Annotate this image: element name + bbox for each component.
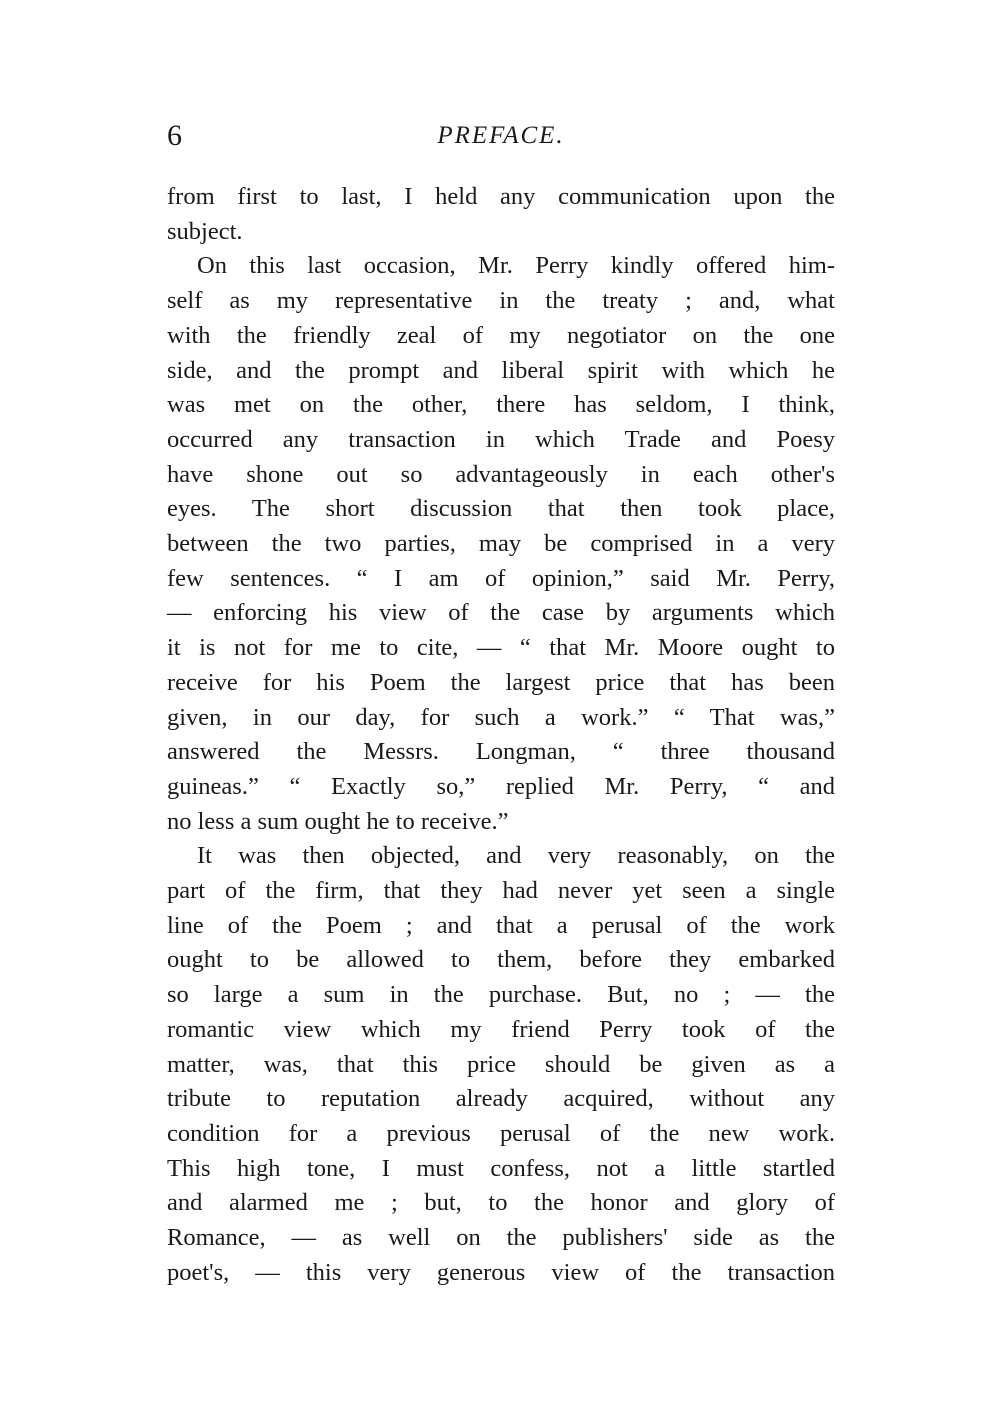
- text-line: part of the firm, that they had never yet seen a single: [167, 877, 835, 905]
- paragraph: [167, 180, 835, 249]
- text-line: no less a sum ought he to receive.”: [167, 807, 509, 835]
- text-line: It was then objected, and very reasonably, on the: [197, 842, 835, 870]
- text-line: occurred any transaction in which Trade and Poesy: [167, 425, 835, 453]
- text-line: subject.: [167, 217, 243, 245]
- text-line: self as my representative in the treaty ; and, what: [167, 287, 835, 315]
- text-line: it is not for me to cite, — “ that Mr. Moore ought to: [167, 634, 835, 662]
- text-line: with the friendly zeal of my negotiator on the one: [167, 321, 835, 349]
- text-line: side, and the prompt and liberal spirit with which he: [167, 356, 835, 384]
- text-line: — enforcing his view of the case by arguments which: [167, 599, 835, 627]
- text-line: so large a sum in the purchase. But, no ; — the: [167, 981, 835, 1009]
- text-line: and alarmed me ; but, to the honor and glory of: [167, 1189, 835, 1217]
- text-line: condition for a previous perusal of the new work.: [167, 1119, 835, 1147]
- text-line: line of the Poem ; and that a perusal of the work: [167, 911, 835, 939]
- body-text: [167, 180, 835, 1291]
- text-line: Romance, — as well on the publishers' side as the: [167, 1224, 835, 1252]
- page-header: [167, 116, 835, 160]
- text-line: guineas.” “ Exactly so,” replied Mr. Perry, “ and: [167, 772, 835, 800]
- text-line: eyes. The short discussion that then took place,: [167, 495, 835, 523]
- text-line: from first to last, I held any communication upon the: [167, 183, 835, 210]
- running-title: PREFACE.: [437, 122, 565, 149]
- page-number: 6: [167, 119, 182, 152]
- text-line: matter, was, that this price should be given as a: [167, 1050, 835, 1078]
- text-line: few sentences. “ I am of opinion,” said Mr. Perry,: [167, 564, 835, 592]
- text-line: ought to be allowed to them, before they embarked: [167, 946, 835, 974]
- text-line: tribute to reputation already acquired, without any: [167, 1085, 835, 1113]
- text-line: was met on the other, there has seldom, I think,: [167, 391, 835, 419]
- text-line: romantic view which my friend Perry took of the: [167, 1015, 835, 1043]
- text-line: receive for his Poem the largest price that has been: [167, 668, 835, 696]
- text-line: answered the Messrs. Longman, “ three thousand: [167, 738, 835, 766]
- text-line: On this last occasion, Mr. Perry kindly offered him-: [197, 252, 835, 280]
- text-line: between the two parties, may be comprised in a very: [167, 530, 835, 558]
- text-line: poet's, — this very generous view of the transaction: [167, 1258, 835, 1286]
- text-line: This high tone, I must confess, not a little startled: [167, 1154, 835, 1182]
- paragraph: [167, 249, 835, 839]
- text-line: given, in our day, for such a work.” “ That was,”: [167, 703, 835, 731]
- text-line: have shone out so advantageously in each other's: [167, 460, 835, 488]
- paragraph: [167, 839, 835, 1290]
